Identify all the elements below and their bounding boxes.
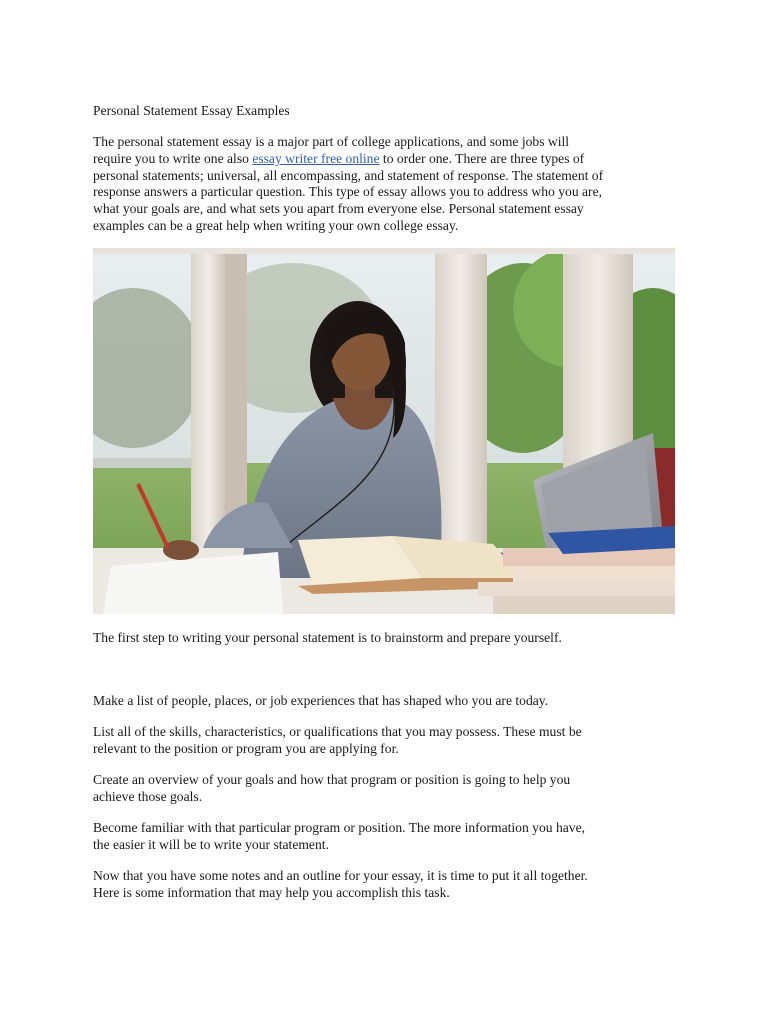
skills-paragraph [93,724,683,758]
familiar-line-2: the easier it will be to write your statement. [93,836,329,852]
skills-line-2: relevant to the position or program you are applying for. [93,740,399,756]
student-studying-photo [93,248,675,614]
intro-line-5: what your goals are, and what sets you apart from everyone else. Personal statement essay [93,201,584,217]
closing-paragraph [93,868,683,902]
overview-line-2: achieve those goals. [93,788,203,804]
intro-line-2-start: require you to write one also [93,150,253,166]
intro-line-3: personal statements; universal, all encompassing, and statement of response. The statement of [93,167,604,183]
familiar-paragraph [93,820,683,854]
essay-writer-link[interactable]: essay writer free online [252,150,380,166]
first-step-paragraph [93,630,683,647]
intro-line-1: The personal statement essay is a major part of college applications, and some jobs will [93,134,570,149]
intro-paragraph [93,134,683,235]
overview-paragraph [93,772,683,806]
familiar-line-1: Become familiar with that particular program or position. The more information you have, [93,820,586,835]
intro-line-2 [93,151,683,168]
intro-line-4: response answers a particular question. This type of essay allows you to address who you are, [93,184,603,200]
list-paragraph [93,693,683,710]
closing-line-2: Here is some information that may help you accomplish this task. [93,884,450,900]
closing-line-1: Now that you have some notes and an outline for your essay, it is time to put it all together. [93,868,588,883]
intro-line-6: examples can be a great help when writing your own college essay. [93,217,459,233]
first-step-line: The first step to writing your personal statement is to brainstorm and prepare yourself. [93,630,562,645]
list-line: Make a list of people, places, or job experiences that has shaped who you are today. [93,693,549,708]
intro-line-2-end: to order one. There are three types of [379,150,585,166]
skills-line-1: List all of the skills, characteristics, or qualifications that you may possess. These must be [93,724,582,739]
document-title: Personal Statement Essay Examples [93,103,290,118]
overview-line-1: Create an overview of your goals and how that program or position is going to help you [93,772,571,787]
